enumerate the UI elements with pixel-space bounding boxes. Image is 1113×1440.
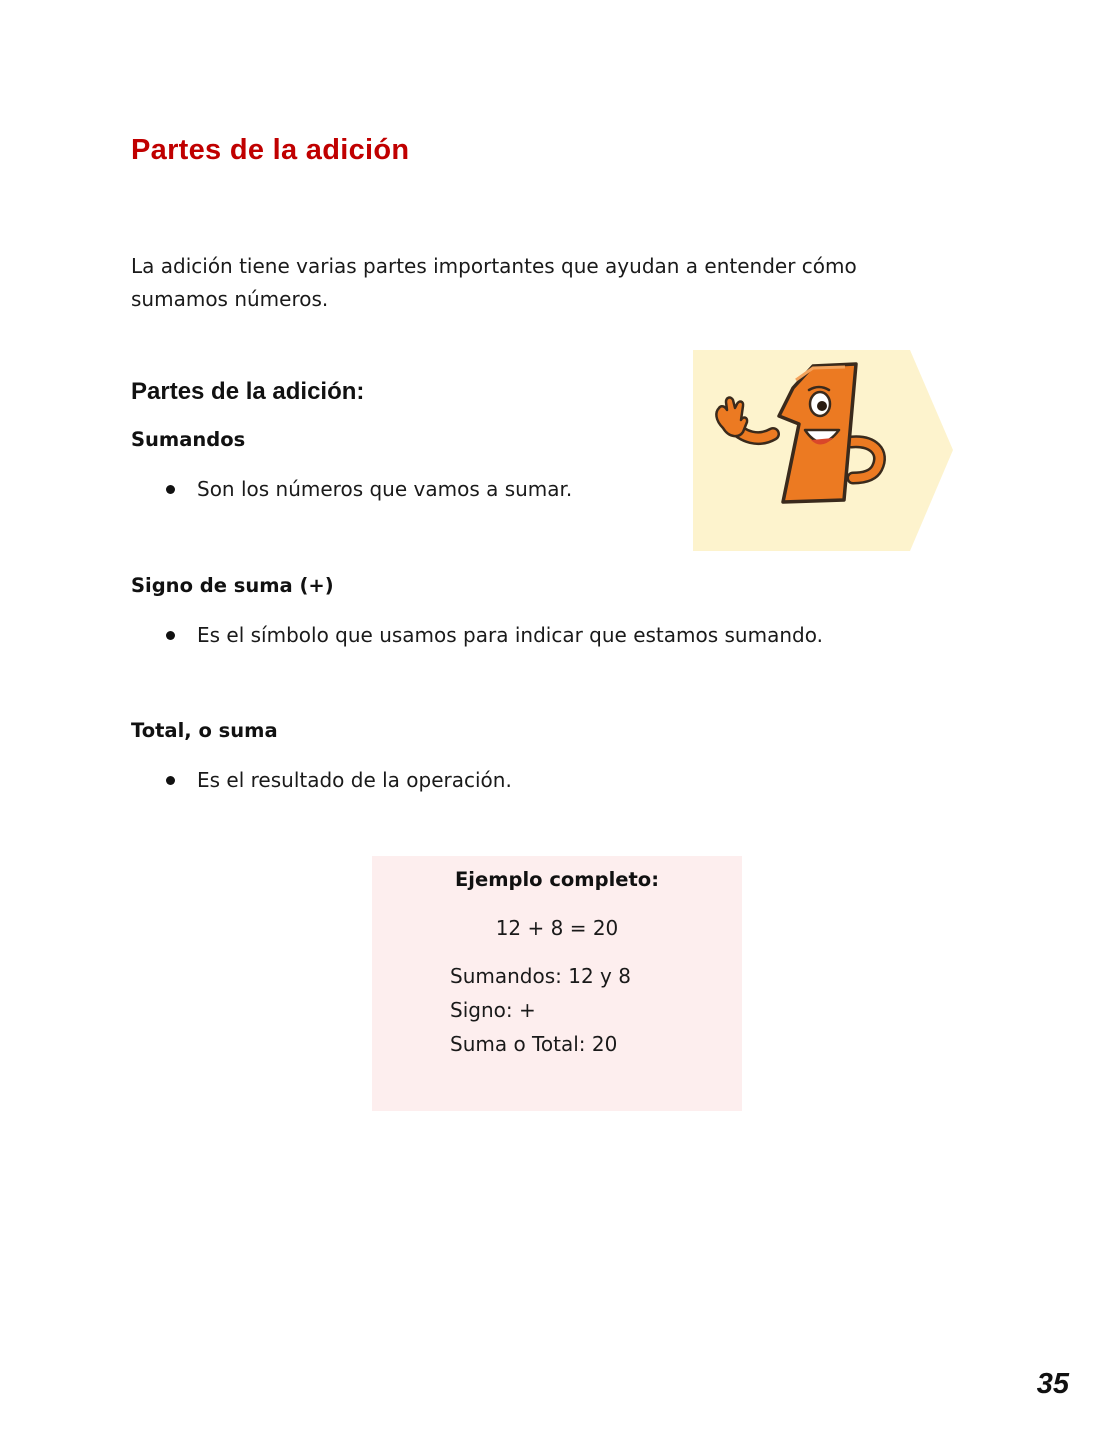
example-equation: 12 + 8 = 20 xyxy=(495,916,619,940)
page-title: Partes de la adición xyxy=(131,134,410,166)
bullet-icon xyxy=(166,776,175,785)
example-box xyxy=(372,856,742,1111)
example-line-signo: Signo: + xyxy=(450,998,536,1022)
bullet-text: Son los números que vamos a sumar. xyxy=(197,477,573,501)
bullet-icon xyxy=(166,485,175,494)
illustration-panel xyxy=(693,350,953,551)
list-item xyxy=(166,768,512,792)
section-heading-signo: Signo de suma (+) xyxy=(131,574,334,597)
parts-subtitle: Partes de la adición: xyxy=(131,378,365,405)
bullet-icon xyxy=(166,631,175,640)
example-title: Ejemplo completo: xyxy=(454,868,660,891)
list-item xyxy=(166,477,572,501)
intro-paragraph: La adición tiene varias partes importantes que ayudan a entender cómo sumamos números. xyxy=(131,254,857,311)
page-number: 35 xyxy=(1036,1368,1069,1400)
list-item xyxy=(166,623,823,647)
section-heading-total: Total, o suma xyxy=(131,719,278,742)
section-heading-sumandos: Sumandos xyxy=(131,428,246,451)
bullet-text: Es el resultado de la operación. xyxy=(197,768,512,792)
example-line-sumandos: Sumandos: 12 y 8 xyxy=(450,964,631,988)
number-one-mascot-icon xyxy=(693,350,953,551)
example-line-total: Suma o Total: 20 xyxy=(450,1032,618,1056)
bullet-text: Es el símbolo que usamos para indicar que estamos sumando. xyxy=(197,623,823,647)
